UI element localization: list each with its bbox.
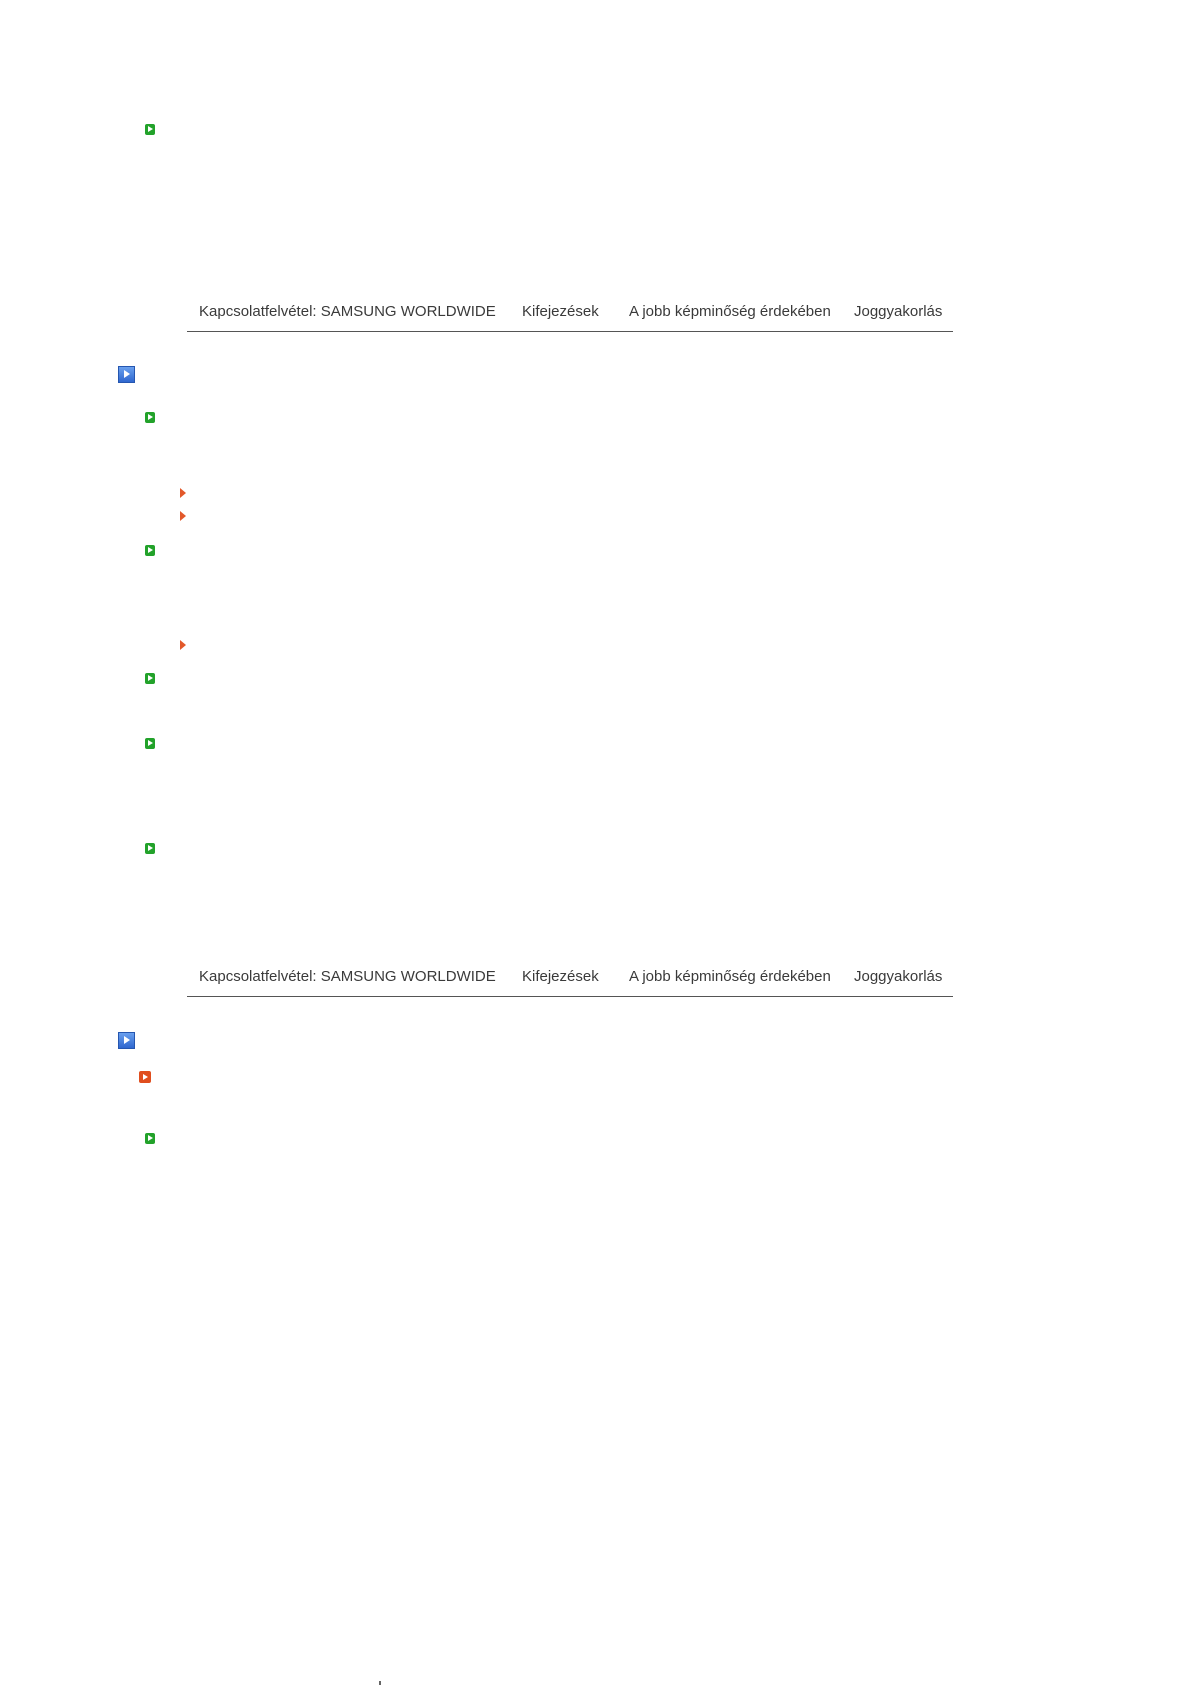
green-bullet-icon xyxy=(145,673,155,684)
picture-quality-link[interactable]: A jobb képminőség érdekében xyxy=(629,968,831,985)
green-bullet-icon xyxy=(145,738,155,749)
terms-link[interactable]: Kifejezések xyxy=(522,303,599,320)
green-bullet-icon xyxy=(145,412,155,423)
footer-nav xyxy=(187,960,953,997)
orange-bullet-icon xyxy=(139,1071,151,1083)
green-bullet-icon xyxy=(145,545,155,556)
green-bullet-icon xyxy=(145,124,155,135)
section-play-icon xyxy=(118,366,135,383)
section-play-icon xyxy=(118,1032,135,1049)
terms-link[interactable]: Kifejezések xyxy=(522,968,599,985)
picture-quality-link[interactable]: A jobb képminőség érdekében xyxy=(629,303,831,320)
contact-link[interactable]: Kapcsolatfelvétel: SAMSUNG WORLDWIDE xyxy=(199,303,496,320)
legal-link[interactable]: Joggyakorlás xyxy=(854,968,943,985)
page-edge-mark xyxy=(379,1681,381,1685)
orange-triangle-icon xyxy=(180,511,186,521)
contact-link[interactable]: Kapcsolatfelvétel: SAMSUNG WORLDWIDE xyxy=(199,968,496,985)
orange-triangle-icon xyxy=(180,488,186,498)
legal-link[interactable]: Joggyakorlás xyxy=(854,303,943,320)
footer-nav xyxy=(187,295,953,332)
orange-triangle-icon xyxy=(180,640,186,650)
green-bullet-icon xyxy=(145,1133,155,1144)
green-bullet-icon xyxy=(145,843,155,854)
